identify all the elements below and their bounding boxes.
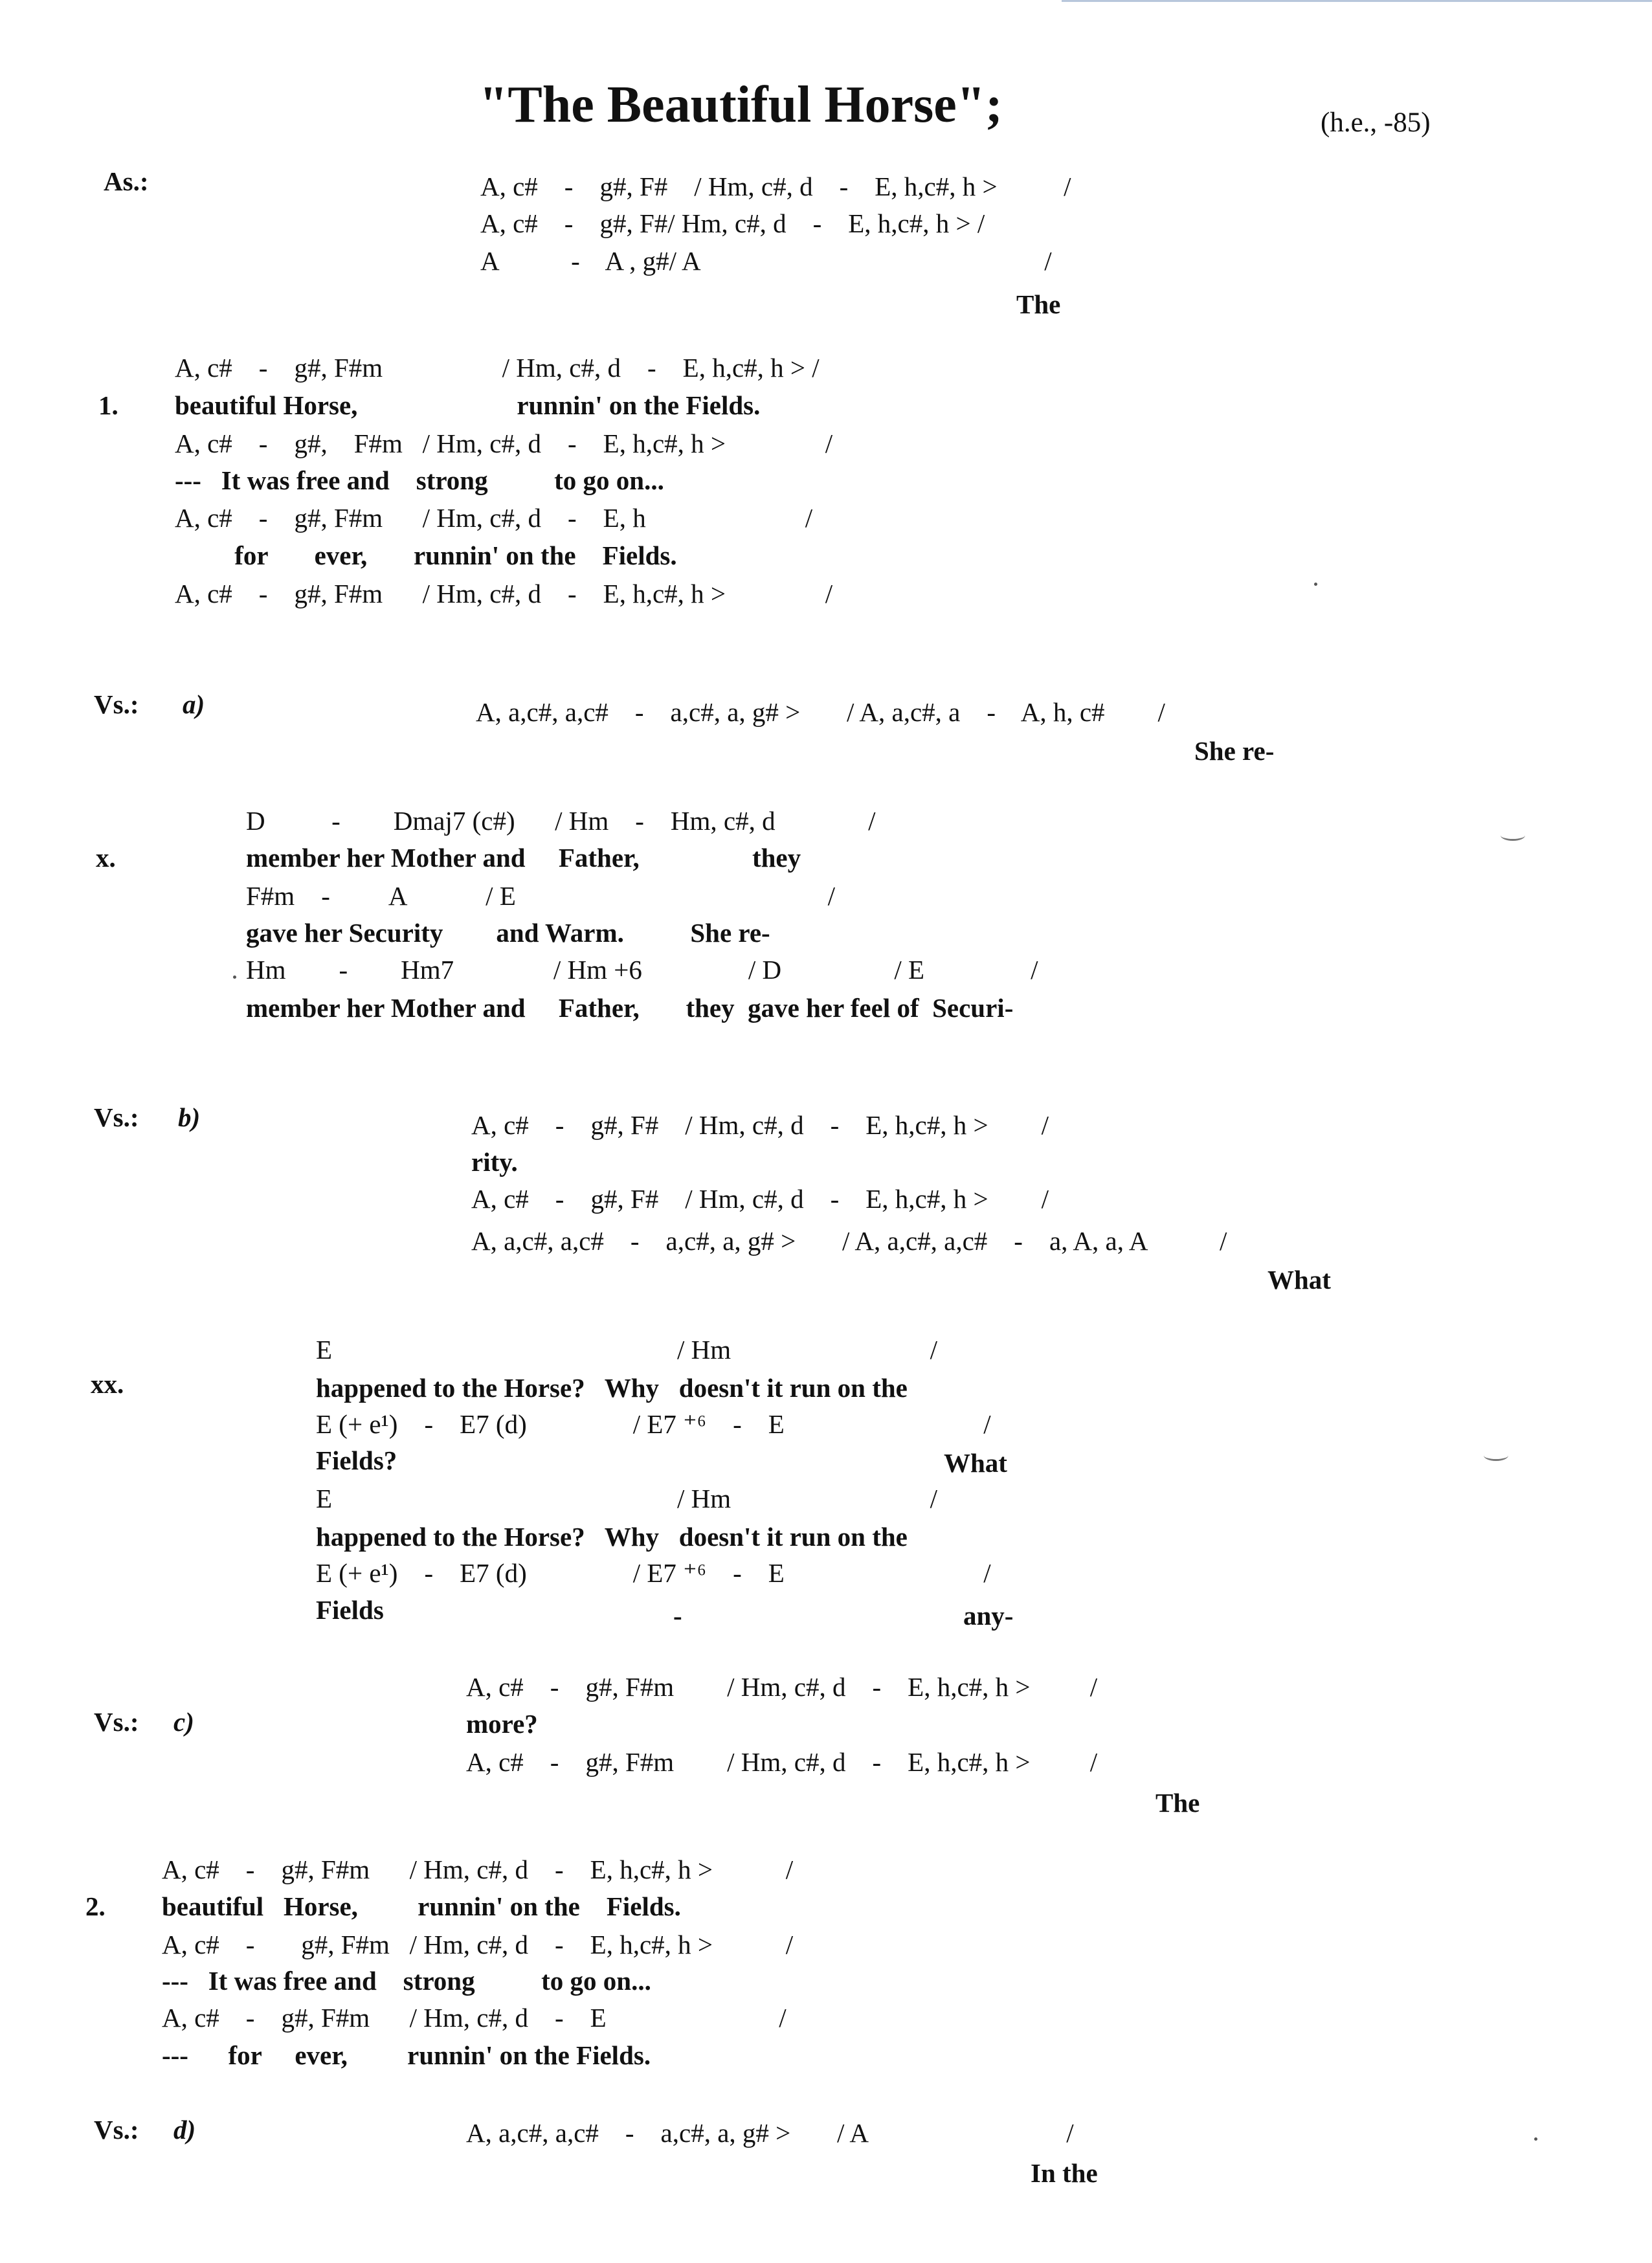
chord-line: E (+ e¹) - E7 (d) / E7 ⁺⁶ - E / <box>316 1558 991 1588</box>
lyric-line: gave her Security and Warm. She re- <box>246 918 770 948</box>
author-note: (h.e., -85) <box>1321 107 1431 138</box>
lyric-line: d) <box>173 2115 196 2145</box>
lyric-line: happened to the Horse? Why doesn't it run on the <box>316 1522 908 1552</box>
lyric-line: In the <box>1031 2158 1098 2188</box>
section-label: Vs.: <box>94 2115 139 2145</box>
chord-line: F#m - A / E / <box>246 881 836 911</box>
lyric-line: beautiful Horse, runnin' on the Fields. <box>162 1891 681 1921</box>
lyric-line: 1. <box>98 390 118 420</box>
lyric-line: beautiful Horse, runnin' on the Fields. <box>175 390 761 420</box>
lyric-line: more? <box>466 1709 538 1739</box>
chord-line: A, c# - g#, F# / Hm, c#, d - E, h,c#, h > / <box>471 1184 1049 1214</box>
chord-line: A - A , g#/ A / <box>480 246 1052 276</box>
chord-line: A, c# - g#, F#m / Hm, c#, d - E, h,c#, h > / <box>466 1672 1098 1702</box>
chord-line: A, c# - g#, F#m / Hm, c#, d - E, h,c#, h > / <box>175 579 833 608</box>
chord-line: A, a,c#, a,c# - a,c#, a, g# > / A, a,c#, a,c# - a, A, a, A / <box>471 1226 1227 1256</box>
lyric-line: any- <box>963 1601 1014 1631</box>
lyric-line: She re- <box>1194 736 1275 766</box>
lyric-line: What <box>944 1448 1007 1478</box>
section-label: As.: <box>104 166 149 196</box>
lyric-line: b) <box>178 1102 201 1132</box>
chord-line: E / Hm / <box>316 1335 938 1365</box>
lyric-line: xx. <box>91 1369 124 1399</box>
lyric-line: happened to the Horse? Why doesn't it run on the <box>316 1373 908 1403</box>
lyric-line: 2. <box>85 1891 106 1921</box>
lyric-line: rity. <box>471 1147 518 1177</box>
lyric-line: c) <box>173 1707 194 1737</box>
chord-line: A, c# - g#, F# / Hm, c#, d - E, h,c#, h > / <box>471 1110 1049 1140</box>
chord-line: A, c# - g#, F#m / Hm, c#, d - E, h,c#, h > / <box>162 1855 794 1884</box>
chord-line: A, a,c#, a,c# - a,c#, a, g# > / A, a,c#, a - A, h, c# / <box>476 697 1165 727</box>
chord-line: Hm - Hm7 / Hm +6 / D / E / <box>246 955 1038 985</box>
speck <box>1534 2137 1537 2141</box>
chord-line: E / Hm / <box>316 1484 938 1513</box>
lyric-line: What <box>1267 1265 1331 1295</box>
lyric-line: The <box>1155 1788 1200 1818</box>
chord-line: A, c# - g#, F#m / Hm, c#, d - E, h,c#, h > / <box>175 353 820 383</box>
lyric-line: member her Mother and Father, they gave her feel of Securi- <box>246 993 1014 1023</box>
lyric-line: a) <box>183 689 205 719</box>
chord-line: A, c# - g#, F#m / Hm, c#, d - E, h,c#, h > / <box>466 1747 1098 1777</box>
scan-edge-line <box>1062 0 1652 2</box>
lyric-line: - <box>673 1601 682 1631</box>
speck <box>1314 583 1317 586</box>
margin-mark <box>1501 830 1525 841</box>
section-label: Vs.: <box>94 1707 139 1737</box>
section-label: Vs.: <box>94 1102 139 1132</box>
lyric-line: The <box>1016 289 1061 319</box>
lyric-line: for ever, runnin' on the Fields. <box>175 541 677 570</box>
chord-line: E (+ e¹) - E7 (d) / E7 ⁺⁶ - E / <box>316 1409 991 1439</box>
lyric-line: --- It was free and strong to go on... <box>162 1966 651 1996</box>
song-title: "The Beautiful Horse"; <box>479 76 1003 133</box>
chord-line: A, c# - g#, F#m / Hm, c#, d - E / <box>162 2003 787 2033</box>
lyric-line: --- for ever, runnin' on the Fields. <box>162 2040 651 2070</box>
chord-line: A, a,c#, a,c# - a,c#, a, g# > / A / <box>466 2118 1074 2148</box>
chord-line: A, c# - g#, F#m / Hm, c#, d - E, h,c#, h > / <box>162 1930 794 1959</box>
chord-line: A, c# - g#, F#m / Hm, c#, d - E, h / <box>175 503 813 533</box>
lyric-line: member her Mother and Father, they <box>246 843 801 873</box>
lyric-line: Fields? <box>316 1445 397 1475</box>
margin-mark <box>1484 1450 1508 1461</box>
lyric-line: --- It was free and strong to go on... <box>175 465 664 495</box>
chord-line: A, c# - g#, F# / Hm, c#, d - E, h,c#, h > / <box>480 172 1071 201</box>
chord-line: A, c# - g#, F#m / Hm, c#, d - E, h,c#, h > / <box>175 429 833 458</box>
lyric-line: Fields <box>316 1595 384 1625</box>
chord-line: D - Dmaj7 (c#) / Hm - Hm, c#, d / <box>246 806 876 836</box>
lyric-line: x. <box>96 843 116 873</box>
chord-line: A, c# - g#, F#/ Hm, c#, d - E, h,c#, h > / <box>480 208 985 238</box>
section-label: Vs.: <box>94 689 139 719</box>
speck <box>233 975 236 979</box>
